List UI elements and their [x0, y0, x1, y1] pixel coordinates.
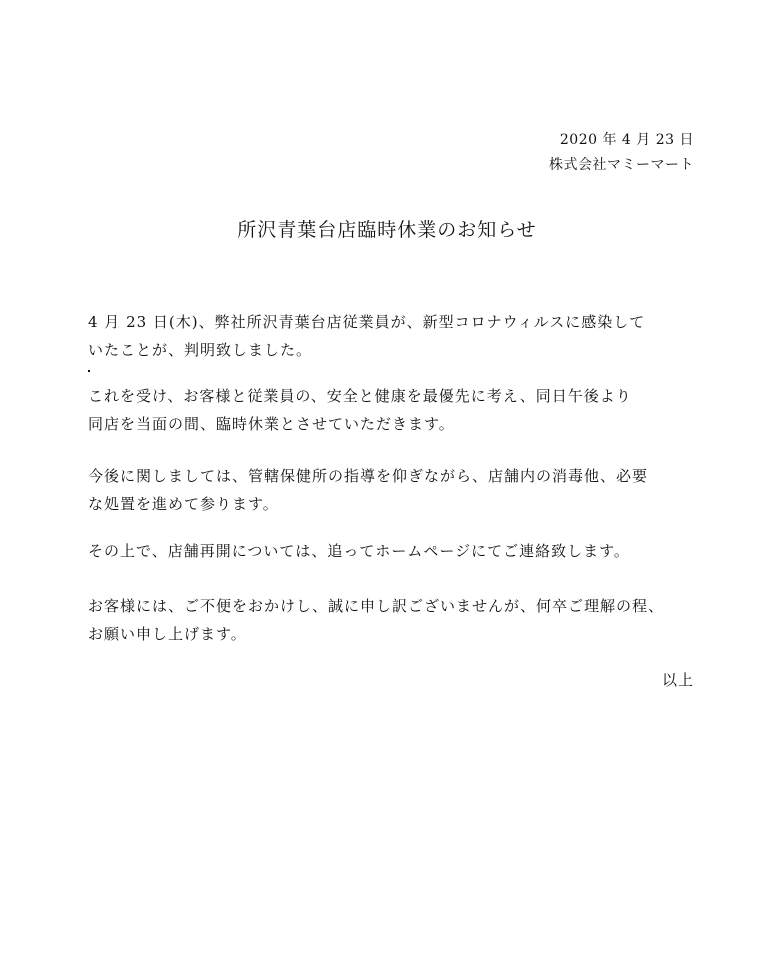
paragraph-3-line-2: な処置を進めて参ります。	[88, 495, 279, 513]
paragraph-2-line-1: これを受け、お客様と従業員の、安全と健康を最優先に考え、同日午後より	[88, 387, 632, 405]
paragraph-3	[88, 462, 688, 518]
notice-title: 所沢青葉台店臨時休業のお知らせ	[237, 219, 537, 241]
paragraph-3-line-1: 今後に関しましては、管轄保健所の指導を仰ぎながら、店舗内の消毒他、必要	[88, 467, 649, 485]
paragraph-5-line-1: お客様には、ご不便をおかけし、誠に申し訳ございませんが、何卒ご理解の程、	[88, 597, 665, 615]
paragraph-5-line-2: お願い申し上げます。	[88, 625, 247, 643]
paragraph-1-line-2: いたことが、判明致しました。	[88, 341, 313, 359]
paragraph-4	[88, 537, 688, 565]
paragraph-2	[88, 382, 688, 438]
notice-date: 2020 年 4 月 23 日	[559, 132, 694, 148]
paragraph-4-line-1: その上で、店舗再開については、追ってホームページにてご連絡致します。	[88, 542, 630, 560]
closing-mark: 以上	[661, 671, 694, 689]
paragraph-2-line-2: 同店を当面の間、臨時休業とさせていただきます。	[88, 415, 455, 433]
paragraph-1-line-1: 4 月 23 日(木)、弊社所沢青葉台店従業員が、新型コロナウィルスに感染して	[88, 313, 646, 331]
paragraph-5	[88, 592, 688, 648]
paragraph-1	[88, 308, 688, 364]
stray-dot	[88, 370, 90, 372]
company-name: 株式会社マミーマート	[549, 157, 694, 173]
header-block	[549, 128, 694, 178]
